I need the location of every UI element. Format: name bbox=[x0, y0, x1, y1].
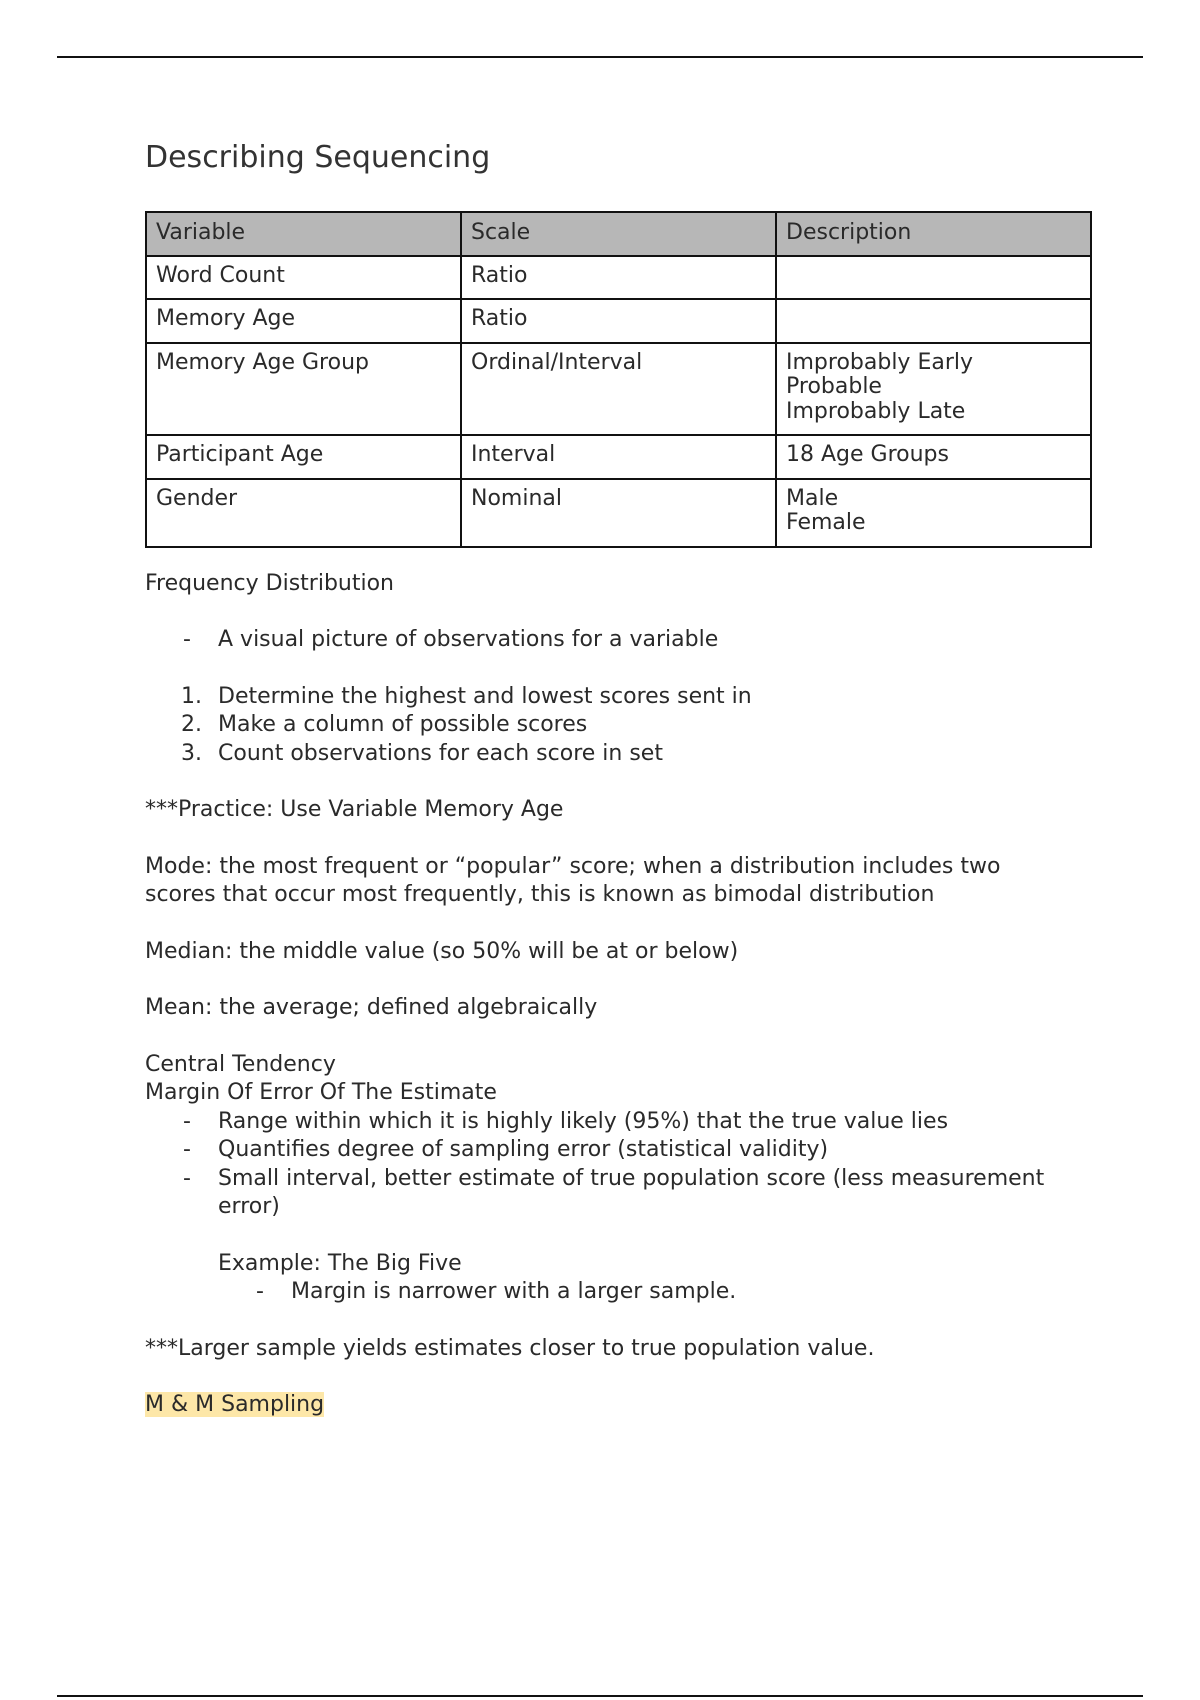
list-item bbox=[145, 1108, 1090, 1137]
cell-variable: Memory Age bbox=[146, 299, 461, 343]
description-line: Improbably Early bbox=[786, 349, 973, 375]
list-item: 3. Count observations for each score in set bbox=[181, 740, 663, 766]
frequency-steps bbox=[145, 683, 1090, 769]
dash-bullet: - bbox=[183, 1108, 191, 1134]
description-line: Male bbox=[786, 485, 839, 511]
example-bullets bbox=[145, 1278, 1090, 1307]
list-item-text: Small interval, better estimate of true population score (less measurement error) bbox=[218, 1165, 1045, 1219]
mm-sampling-line bbox=[145, 1391, 1090, 1420]
larger-sample-note: ***Larger sample yields estimates closer to true population value. bbox=[145, 1335, 875, 1361]
central-tendency-heading: Central Tendency bbox=[145, 1051, 336, 1077]
header-scale: Scale bbox=[461, 212, 776, 256]
cell-variable: Participant Age bbox=[146, 435, 461, 479]
cell-description bbox=[776, 479, 1091, 547]
cell-scale: Ratio bbox=[461, 299, 776, 343]
dash-bullet: - bbox=[256, 1279, 264, 1304]
table-row bbox=[146, 256, 1091, 300]
cell-description bbox=[776, 435, 1091, 479]
cell-scale: Interval bbox=[461, 435, 776, 479]
frequency-bullets bbox=[145, 626, 1090, 655]
list-item-text: Range within which it is highly likely (95%) that the true value lies bbox=[218, 1108, 949, 1134]
cell-variable: Gender bbox=[146, 479, 461, 547]
description-line: Probable bbox=[786, 374, 882, 399]
practice-note: ***Practice: Use Variable Memory Age bbox=[145, 797, 564, 822]
list-item-text: A visual picture of observations for a variable bbox=[218, 627, 719, 652]
cell-scale: Ordinal/Interval bbox=[461, 343, 776, 436]
list-item: 2. Make a column of possible scores bbox=[181, 712, 588, 737]
list-item bbox=[145, 1136, 1090, 1165]
cell-scale: Nominal bbox=[461, 479, 776, 547]
bottom-rule bbox=[57, 1695, 1143, 1697]
description-line: Female bbox=[786, 510, 866, 535]
list-item bbox=[145, 1165, 1090, 1222]
table-row bbox=[146, 435, 1091, 479]
margin-heading: Margin Of Error Of The Estimate bbox=[145, 1080, 497, 1105]
example-text: Example: The Big Five bbox=[218, 1250, 462, 1276]
top-rule bbox=[57, 56, 1143, 58]
list-item: 1. Determine the highest and lowest scores sent in bbox=[181, 683, 752, 709]
mode-line-2: scores that occur most frequently, this is known as bimodal distribution bbox=[145, 882, 935, 907]
table-row bbox=[146, 299, 1091, 343]
header-variable: Variable bbox=[146, 212, 461, 256]
list-item bbox=[145, 626, 1090, 655]
document-body bbox=[145, 138, 1090, 1420]
step-text: Count observations for each score in set bbox=[218, 740, 663, 766]
cell-description bbox=[776, 256, 1091, 300]
mm-sampling-highlight: M & M Sampling bbox=[145, 1392, 325, 1417]
page-title: Describing Sequencing bbox=[145, 140, 491, 175]
median-text: Median: the middle value (so 50% will be at or below) bbox=[145, 938, 739, 964]
margin-bullets bbox=[145, 1108, 1090, 1222]
step-text: Make a column of possible scores bbox=[218, 712, 588, 737]
table-row bbox=[146, 343, 1091, 436]
cell-description bbox=[776, 299, 1091, 343]
step-text: Determine the highest and lowest scores sent in bbox=[218, 683, 752, 709]
list-item-text: Margin is narrower with a larger sample. bbox=[291, 1279, 737, 1304]
header-description: Description bbox=[776, 212, 1091, 256]
cell-variable: Word Count bbox=[146, 256, 461, 300]
dash-bullet: - bbox=[183, 1165, 191, 1191]
cell-description bbox=[776, 343, 1091, 436]
variables-table bbox=[145, 211, 1092, 548]
mean-text: Mean: the average; defined algebraically bbox=[145, 995, 598, 1020]
frequency-heading: Frequency Distribution bbox=[145, 570, 394, 596]
cell-scale: Ratio bbox=[461, 256, 776, 300]
dash-bullet: - bbox=[183, 627, 191, 652]
list-item bbox=[145, 1278, 1090, 1307]
table-header-row bbox=[146, 212, 1091, 256]
description-line: Improbably Late bbox=[786, 398, 966, 424]
description-line: 18 Age Groups bbox=[786, 442, 949, 467]
dash-bullet: - bbox=[183, 1137, 191, 1162]
cell-variable: Memory Age Group bbox=[146, 343, 461, 436]
list-item-text: Quantifies degree of sampling error (statistical validity) bbox=[218, 1137, 829, 1162]
table-row bbox=[146, 479, 1091, 547]
mode-line-1: Mode: the most frequent or “popular” score; when a distribution includes two bbox=[145, 853, 1001, 879]
